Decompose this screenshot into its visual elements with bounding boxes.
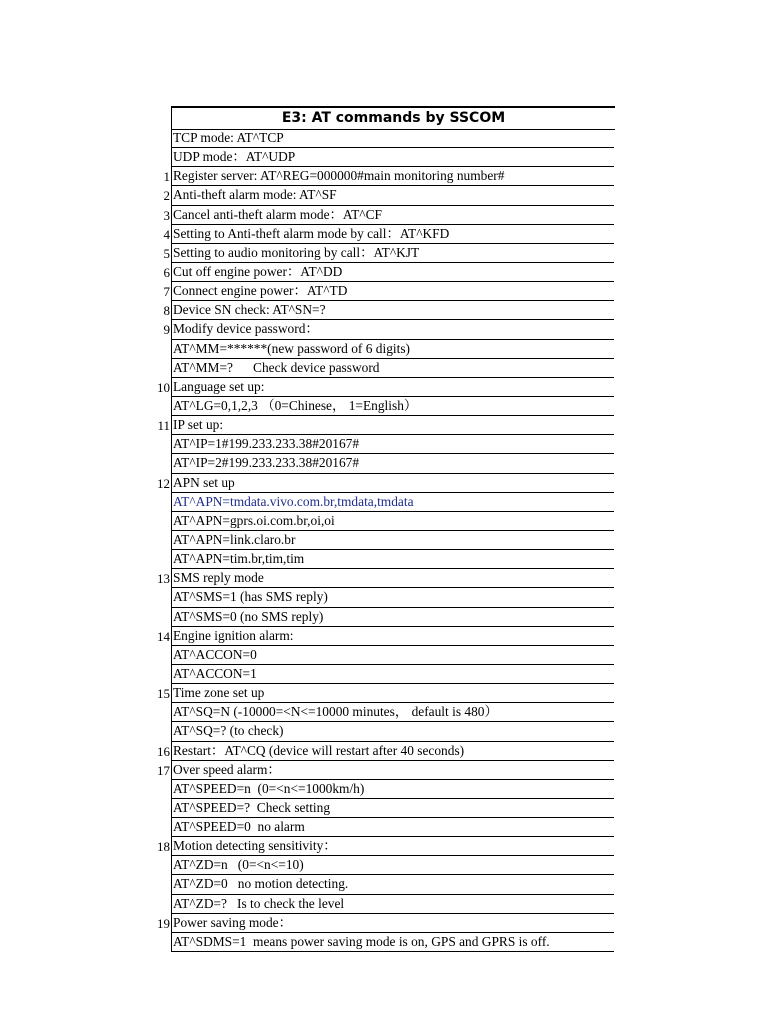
table-row xyxy=(140,244,616,263)
row-number xyxy=(140,818,171,837)
command-cell: AT^MM=? Check device password xyxy=(171,359,614,378)
row-number xyxy=(140,722,171,741)
row-number: 11 xyxy=(157,418,170,434)
command-cell: Restart：AT^CQ (device will restart after 40 seconds) xyxy=(171,742,614,761)
table-row xyxy=(140,837,616,856)
row-number xyxy=(140,608,171,627)
row-number xyxy=(140,875,171,894)
table-row xyxy=(140,167,616,186)
row-number xyxy=(140,588,171,607)
table-row xyxy=(140,416,616,435)
row-number xyxy=(140,531,171,550)
row-number xyxy=(140,493,171,512)
row-number: 5 xyxy=(163,245,170,261)
command-cell: AT^SMS=1 (has SMS reply) xyxy=(171,588,614,607)
command-cell: AT^APN=tim.br,tim,tim xyxy=(171,550,614,569)
command-cell: Motion detecting sensitivity： xyxy=(171,837,614,856)
row-number xyxy=(140,359,171,378)
row-number xyxy=(140,933,171,952)
command-cell: AT^SMS=0 (no SMS reply) xyxy=(171,608,614,627)
row-number xyxy=(140,454,171,473)
row-number xyxy=(140,129,171,148)
sheet-title: E3: AT commands by SSCOM xyxy=(171,106,615,130)
command-cell: Connect engine power：AT^TD xyxy=(171,282,614,301)
command-cell: AT^APN=link.claro.br xyxy=(171,531,614,550)
table-row xyxy=(140,646,616,665)
command-cell: Setting to audio monitoring by call：AT^KJT xyxy=(171,244,614,263)
table-row xyxy=(140,761,616,780)
table-row xyxy=(140,435,616,454)
row-number: 12 xyxy=(157,475,170,491)
table-row xyxy=(140,684,616,703)
row-number: 14 xyxy=(157,628,170,644)
command-cell: Modify device password： xyxy=(171,320,614,339)
table-row xyxy=(140,780,616,799)
row-number xyxy=(140,895,171,914)
row-number: 10 xyxy=(157,379,170,395)
row-number: 17 xyxy=(157,762,170,778)
row-number: 13 xyxy=(157,571,170,587)
table-row xyxy=(140,301,616,320)
row-number: 18 xyxy=(157,839,170,855)
command-cell: AT^APN=gprs.oi.com.br,oi,oi xyxy=(171,512,614,531)
row-number xyxy=(140,340,171,359)
table-row xyxy=(140,588,616,607)
command-cell: AT^ZD=0 no motion detecting. xyxy=(171,875,614,894)
row-number: 6 xyxy=(163,264,170,280)
command-cell: AT^SQ=N (-10000=<N<=10000 minutes， default is 480） xyxy=(171,703,614,722)
row-number: 3 xyxy=(163,207,170,223)
row-number: 15 xyxy=(157,686,170,702)
table-row xyxy=(140,818,616,837)
table-row xyxy=(140,856,616,875)
row-number: 16 xyxy=(157,743,170,759)
command-cell: UDP mode：AT^UDP xyxy=(171,148,614,167)
row-number: 19 xyxy=(157,915,170,931)
command-cell: AT^IP=1#199.233.233.38#20167# xyxy=(171,435,614,454)
table-row xyxy=(140,340,616,359)
table-row xyxy=(140,914,616,933)
table-row xyxy=(140,531,616,550)
command-cell: Language set up: xyxy=(171,378,614,397)
row-number xyxy=(140,397,171,416)
table-row xyxy=(140,320,616,339)
command-cell: APN set up xyxy=(171,474,614,493)
row-number xyxy=(140,665,171,684)
row-number xyxy=(140,148,171,167)
table-row xyxy=(140,722,616,741)
command-cell: Cancel anti-theft alarm mode：AT^CF xyxy=(171,206,614,225)
table-row xyxy=(140,397,616,416)
command-cell: IP set up: xyxy=(171,416,614,435)
table-row xyxy=(140,627,616,646)
command-cell: SMS reply mode xyxy=(171,569,614,588)
command-cell: Device SN check: AT^SN=? xyxy=(171,301,614,320)
command-cell: Setting to Anti-theft alarm mode by call：AT^KFD xyxy=(171,225,614,244)
title-num-gutter xyxy=(140,106,171,129)
row-number: 1 xyxy=(163,169,170,185)
command-cell: AT^ZD=? Is to check the level xyxy=(171,895,614,914)
table-row xyxy=(140,359,616,378)
command-cell: AT^SPEED=? Check setting xyxy=(171,799,614,818)
command-cell: AT^ACCON=1 xyxy=(171,665,614,684)
table-row xyxy=(140,933,616,952)
command-cell: AT^ACCON=0 xyxy=(171,646,614,665)
table-row xyxy=(140,206,616,225)
table-row xyxy=(140,665,616,684)
command-rows xyxy=(140,129,616,952)
table-row xyxy=(140,282,616,301)
command-cell: Cut off engine power：AT^DD xyxy=(171,263,614,282)
command-cell: Engine ignition alarm: xyxy=(171,627,614,646)
command-cell: Anti-theft alarm mode: AT^SF xyxy=(171,186,614,205)
row-number xyxy=(140,856,171,875)
row-number: 8 xyxy=(163,303,170,319)
command-cell: AT^MM=******(new password of 6 digits) xyxy=(171,340,614,359)
table-row xyxy=(140,263,616,282)
command-cell: Power saving mode： xyxy=(171,914,614,933)
command-cell: AT^SPEED=0 no alarm xyxy=(171,818,614,837)
table-row xyxy=(140,875,616,894)
row-number xyxy=(140,799,171,818)
command-cell: AT^LG=0,1,2,3 （0=Chinese， 1=English） xyxy=(171,397,614,416)
command-cell: TCP mode: AT^TCP xyxy=(171,129,614,148)
at-commands-sheet xyxy=(140,106,616,952)
command-cell: AT^APN=tmdata.vivo.com.br,tmdata,tmdata xyxy=(171,493,614,512)
table-row xyxy=(140,378,616,397)
row-number xyxy=(140,780,171,799)
table-row xyxy=(140,799,616,818)
table-row xyxy=(140,569,616,588)
row-number xyxy=(140,646,171,665)
table-row xyxy=(140,225,616,244)
row-number: 2 xyxy=(163,188,170,204)
row-number: 9 xyxy=(163,322,170,338)
table-row xyxy=(140,493,616,512)
table-row xyxy=(140,608,616,627)
row-number xyxy=(140,703,171,722)
row-number: 7 xyxy=(163,284,170,300)
table-row xyxy=(140,512,616,531)
row-number xyxy=(140,435,171,454)
row-number xyxy=(140,512,171,531)
command-cell: AT^SPEED=n (0=<n<=1000km/h) xyxy=(171,780,614,799)
table-row xyxy=(140,454,616,473)
table-row xyxy=(140,703,616,722)
table-row xyxy=(140,742,616,761)
command-cell: AT^ZD=n (0=<n<=10) xyxy=(171,856,614,875)
command-cell: AT^IP=2#199.233.233.38#20167# xyxy=(171,454,614,473)
command-cell: Register server: AT^REG=000000#main monitoring number# xyxy=(171,167,614,186)
command-cell: AT^SQ=? (to check) xyxy=(171,722,614,741)
table-row xyxy=(140,186,616,205)
table-row xyxy=(140,148,616,167)
table-row xyxy=(140,129,616,148)
table-row xyxy=(140,895,616,914)
title-row xyxy=(140,106,616,129)
table-row xyxy=(140,474,616,493)
row-number: 4 xyxy=(163,226,170,242)
command-cell: AT^SDMS=1 means power saving mode is on, GPS and GPRS is off. xyxy=(171,933,614,952)
table-row xyxy=(140,550,616,569)
command-cell: Time zone set up xyxy=(171,684,614,703)
command-cell: Over speed alarm： xyxy=(171,761,614,780)
row-number xyxy=(140,550,171,569)
